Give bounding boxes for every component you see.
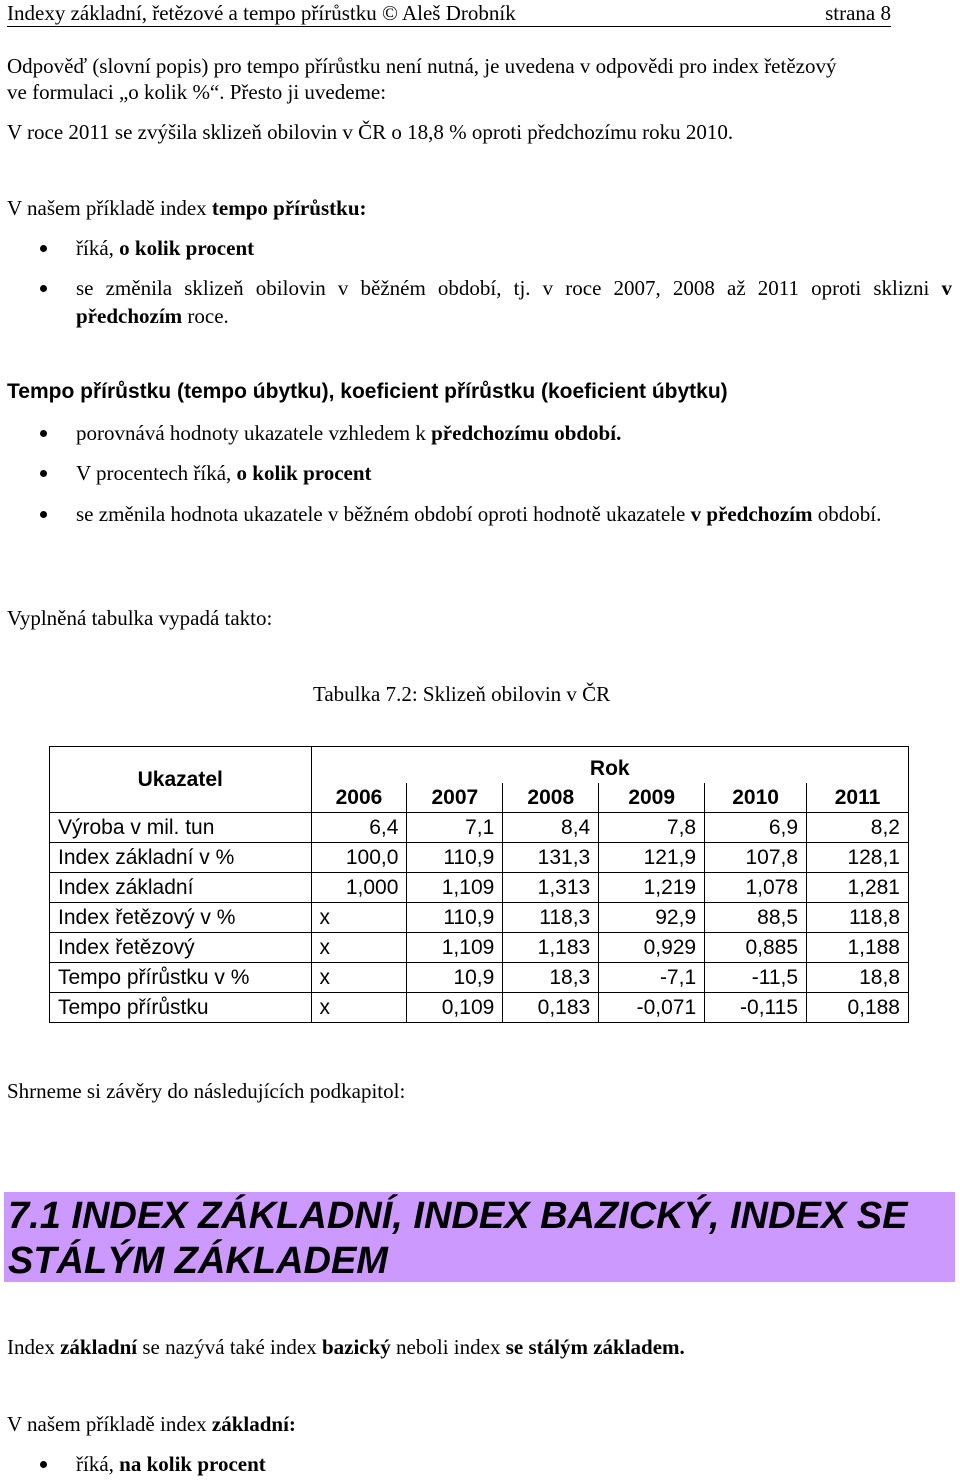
table-cell: 0,183 [503, 993, 599, 1023]
table-cell: x [311, 963, 407, 993]
table-cell: 18,8 [807, 963, 909, 993]
paragraph-answer-line1: Odpověď (slovní popis) pro tempo přírůstku není nutná, je uvedena v odpovědi pro index řetězový [7, 54, 837, 78]
table-row [50, 993, 909, 1023]
def-bold: základní [60, 1335, 138, 1359]
table-cell: 1,313 [503, 873, 599, 903]
bullet-bold: v předchozím [690, 502, 813, 526]
lead-zakladni [7, 1410, 296, 1438]
lead-text: V našem příkladě index [7, 1412, 212, 1436]
table-cell: 0,188 [807, 993, 909, 1023]
table-cell: 18,3 [503, 963, 599, 993]
table-cell: 1,183 [503, 933, 599, 963]
row-label: Výroba v mil. tun [50, 813, 312, 843]
lead-bold: základní: [211, 1412, 296, 1436]
table-row [50, 813, 909, 843]
table-cell: 0,929 [599, 933, 705, 963]
year-header: 2010 [705, 783, 807, 813]
bullet-text-end: roce. [182, 304, 229, 328]
table-cell: 110,9 [407, 843, 503, 873]
table-cell: -0,115 [705, 993, 807, 1023]
section-title-line1: 7.1 INDEX ZÁKLADNÍ, INDEX BAZICKÝ, INDEX SE [8, 1195, 908, 1237]
header-rok: Rok [311, 747, 909, 784]
table-cell: 128,1 [807, 843, 909, 873]
section-title [8, 1194, 953, 1284]
table-cell: 1,109 [407, 873, 503, 903]
section-banner [4, 1192, 955, 1282]
table-cell: x [311, 903, 407, 933]
page-number: strana 8 [825, 1, 891, 25]
table-cell: -0,071 [599, 993, 705, 1023]
year-header: 2011 [807, 783, 909, 813]
row-label: Index základní v % [50, 843, 312, 873]
table-cell: 10,9 [407, 963, 503, 993]
table-cell: 121,9 [599, 843, 705, 873]
table-row [50, 873, 909, 903]
table-cell: 6,9 [705, 813, 807, 843]
table-cell: x [311, 933, 407, 963]
lead-tempo-text: V našem příkladě index [7, 196, 212, 220]
def-bold: bazický [321, 1335, 391, 1359]
bullet-bold: na kolik procent [119, 1452, 266, 1476]
row-label: Index řetězový v % [50, 903, 312, 933]
summary-text: Shrneme si závěry do následujících podkapitol: [7, 1079, 406, 1103]
bullet-bold: o kolik procent [119, 236, 255, 260]
table-cell: 118,3 [503, 903, 599, 933]
lead-tempo [7, 194, 367, 222]
table-cell: 107,8 [705, 843, 807, 873]
table-cell: 1,109 [407, 933, 503, 963]
row-label: Index řetězový [50, 933, 312, 963]
bullet-text: se změnila hodnota ukazatele v běžném období oproti hodnotě ukazatele [76, 502, 691, 526]
bullet-icon [40, 511, 47, 518]
paragraph-answer-line3: V roce 2011 se zvýšila sklizeň obilovin v ČR o 18,8 % oproti předchozímu roku 2010. [7, 120, 734, 144]
table-cell: 6,4 [311, 813, 407, 843]
filled-table-intro: Vyplněná tabulka vypadá takto: [7, 606, 273, 630]
bullet-icon [40, 245, 47, 252]
bullet-bold: o kolik procent [236, 461, 372, 485]
index-definition [7, 1333, 685, 1361]
table-row [50, 963, 909, 993]
table-cell: 8,4 [503, 813, 599, 843]
year-header: 2008 [503, 783, 599, 813]
table-cell: -11,5 [705, 963, 807, 993]
row-label: Index základní [50, 873, 312, 903]
table-cell: -7,1 [599, 963, 705, 993]
table-row [50, 843, 909, 873]
bullet-icon [40, 430, 47, 437]
table-cell: 0,109 [407, 993, 503, 1023]
year-header: 2006 [311, 783, 407, 813]
bullet-bold: předchozímu období. [431, 421, 622, 445]
table-row [50, 903, 909, 933]
section-heading: Tempo přírůstku (tempo úbytku), koeficient přírůstku (koeficient úbytku) [7, 380, 728, 403]
table-cell: 88,5 [705, 903, 807, 933]
row-label: Tempo přírůstku [50, 993, 312, 1023]
data-table [49, 746, 909, 1023]
bullet-icon [40, 285, 47, 292]
bullet-icon [40, 1461, 47, 1468]
table-cell: 1,000 [311, 873, 407, 903]
def-text: Index [7, 1335, 61, 1359]
table-cell: 118,8 [807, 903, 909, 933]
header-title: Indexy základní, řetězové a tempo přírůstku © Aleš Drobník [7, 1, 516, 25]
table-cell: x [311, 993, 407, 1023]
table-cell: 131,3 [503, 843, 599, 873]
section-title-line2: STÁLÝM ZÁKLADEM [8, 1240, 388, 1282]
header-ukazatel: Ukazatel [50, 747, 312, 813]
row-label: Tempo přírůstku v % [50, 963, 312, 993]
page-header [7, 0, 891, 27]
bullet-text: V procentech říká, [76, 461, 237, 485]
table-cell: 100,0 [311, 843, 407, 873]
table-cell: 1,219 [599, 873, 705, 903]
bullet-icon [40, 470, 47, 477]
def-text: se nazývá také index [137, 1335, 322, 1359]
bullet-text: říká, [76, 236, 120, 260]
table-cell: 8,2 [807, 813, 909, 843]
table-cell: 110,9 [407, 903, 503, 933]
bullet-bold: v předchozím [76, 276, 953, 328]
lead-tempo-bold: tempo přírůstku: [211, 196, 367, 220]
year-header: 2009 [599, 783, 705, 813]
paragraph-answer-line2: ve formulaci „o kolik %“. Přesto ji uvedeme: [7, 80, 387, 104]
table-cell: 1,078 [705, 873, 807, 903]
def-bold: se stálým základem. [505, 1335, 685, 1359]
bullet-text: porovnává hodnoty ukazatele vzhledem k [76, 421, 432, 445]
table-cell: 0,885 [705, 933, 807, 963]
table-cell: 1,281 [807, 873, 909, 903]
bullet-text: se změnila sklizeň obilovin v běžném období, tj. v roce 2007, 2008 až 2011 oproti sklizni [76, 276, 930, 300]
table-row [50, 933, 909, 963]
table-caption: Tabulka 7.2: Sklizeň obilovin v ČR [313, 682, 611, 706]
table-cell: 92,9 [599, 903, 705, 933]
year-header: 2007 [407, 783, 503, 813]
table-cell: 1,188 [807, 933, 909, 963]
table-cell: 7,1 [407, 813, 503, 843]
bullet-text: říká, [76, 1452, 120, 1476]
bullet-text-end: období. [817, 502, 882, 526]
table-cell: 7,8 [599, 813, 705, 843]
def-text: neboli index [390, 1335, 506, 1359]
